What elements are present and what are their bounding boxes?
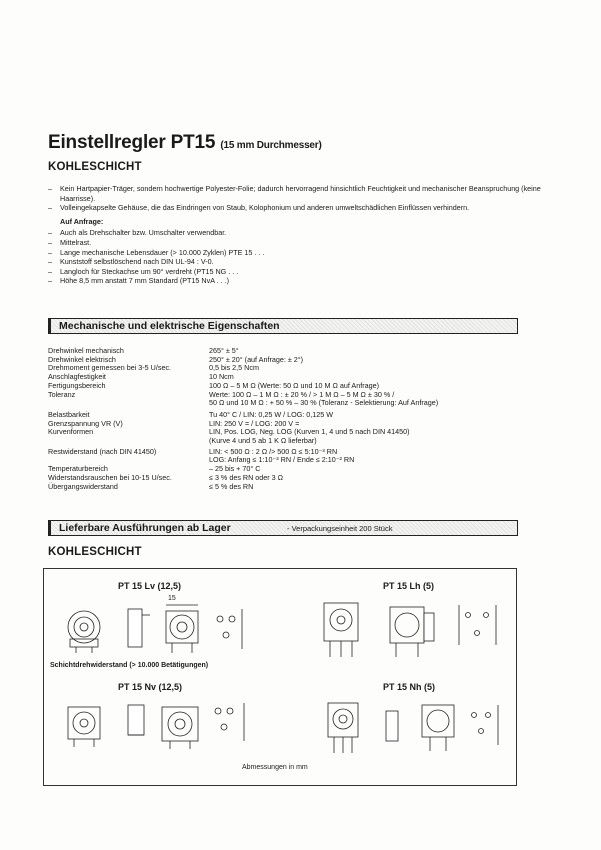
feature-item: – Volleingekapselte Gehäuse, die das Eindringen von Staub, Kolophonium und anderen umweltschädlichen Einflüssen verhindern.	[48, 203, 548, 213]
section-heading-2: KOHLESCHICHT	[48, 546, 142, 558]
drawing-pt15-lv	[62, 595, 262, 657]
spec-key: Kurvenformen	[48, 427, 94, 437]
spec-row	[48, 428, 558, 445]
spec-banner-title: Mechanische und elektrische Eigenschaften	[59, 320, 280, 332]
spec-value: LIN, Pos. LOG, Neg. LOG (Kurven 1, 4 und 5 nach DIN 41450) (Kurve 4 und 5 ab 1 K Ω lieferbar)	[209, 427, 410, 446]
spec-value: – 25 bis + 70° C	[209, 464, 261, 474]
spec-row	[48, 347, 558, 356]
spec-key: Anschlagfestigkeit	[48, 372, 106, 382]
spec-value: 0,5 bis 2,5 Ncm	[209, 363, 259, 373]
spec-key: Drehwinkel elektrisch	[48, 354, 116, 364]
stock-banner-title: Lieferbare Ausführungen ab Lager	[59, 522, 231, 534]
spec-key: Drehmoment gemessen bei 3-5 U/sec.	[48, 363, 172, 373]
request-item: – Kunststoff selbstlöschend nach DIN UL-94 : V-0.	[48, 257, 548, 267]
spec-row	[48, 364, 558, 373]
model-label-lh: PT 15 Lh (5)	[383, 581, 435, 591]
spec-row	[48, 483, 558, 492]
spec-row	[48, 474, 558, 483]
request-item: – Höhe 8,5 mm anstatt 7 mm Standard (PT15 NvA . . .)	[48, 276, 548, 286]
title-main: Einstellregler PT15	[48, 132, 216, 153]
spec-value: LIN: 250 V = / LOG: 200 V =	[209, 418, 300, 428]
spec-key: Temperaturbereich	[48, 464, 108, 474]
request-heading: Auf Anfrage:	[60, 216, 104, 226]
dimension-label: 15	[168, 595, 176, 602]
request-item: – Lange mechanische Lebensdauer (> 10.000 Zyklen) PTE 15 . . .	[48, 248, 548, 258]
feature-list	[48, 184, 548, 286]
title-suffix: (15 mm Durchmesser)	[220, 140, 322, 151]
spec-value: 250° ± 20° (auf Anfrage: ± 2°)	[209, 354, 304, 364]
spec-key: Grenzspannung VR (V)	[48, 418, 123, 428]
spec-banner	[48, 318, 518, 334]
model-label-nh: PT 15 Nh (5)	[383, 682, 436, 692]
figures-box	[43, 568, 517, 786]
spec-key: Restwiderstand (nach DIN 41450)	[48, 446, 157, 456]
drawing-pt15-nh	[316, 697, 512, 757]
drawing-pt15-lh	[316, 595, 512, 661]
page-title	[48, 132, 322, 154]
stock-banner	[48, 520, 518, 536]
drawing-pt15-nv	[62, 697, 262, 759]
section-heading: KOHLESCHICHT	[48, 161, 142, 173]
spec-key: Fertigungsbereich	[48, 380, 106, 390]
spec-key: Drehwinkel mechanisch	[48, 346, 124, 355]
spec-value: 100 Ω – 5 M Ω (Werte: 50 Ω und 10 M Ω auf Anfrage)	[209, 380, 379, 390]
spec-key: Widerstandsrauschen bei 10-15 U/sec.	[48, 472, 172, 482]
feature-item: – Kein Hartpapier-Träger, sondern hochwertige Polyester-Folie; dadurch hervorragend hinsichtlich Feuchtigkeit und mechanischer Beanspruchung (keine Haarrisse).	[48, 184, 548, 203]
spec-value: LIN: < 500 Ω : 2 Ω /> 500 Ω ≤ 5:10⁻³ RN LOG: Anfang ≤ 1:10⁻³ RN / Ende ≤ 2:10⁻² RN	[209, 446, 355, 465]
model-label-nv: PT 15 Nv (12,5)	[118, 682, 183, 692]
figure-caption: Schichtdrehwiderstand (> 10.000 Betätigungen)	[50, 662, 209, 669]
spec-key: Belastbarkeit	[48, 409, 90, 419]
spec-table	[48, 347, 558, 491]
model-label-lv: PT 15 Lv (12,5)	[118, 581, 182, 591]
stock-banner-note: - Verpackungseinheit 200 Stück	[287, 524, 393, 533]
spec-key: Toleranz	[48, 389, 76, 399]
spec-key: Übergangswiderstand	[48, 481, 118, 491]
spec-value: Werte: 100 Ω – 1 M Ω : ± 20 % / > 1 M Ω – 5 M Ω ± 30 % / 50 Ω und 10 M Ω : + 50 % – 30 % (Toleranz - Selektierung: Auf Anfrage)	[209, 389, 439, 408]
spec-value: 10 Ncm	[209, 372, 234, 382]
dimensions-note: Abmessungen in mm	[242, 764, 308, 771]
request-item: – Auch als Drehschalter bzw. Umschalter verwendbar.	[48, 228, 548, 238]
spec-row	[48, 391, 558, 408]
spec-row	[48, 448, 558, 465]
spec-value: ≤ 5 % des RN	[209, 481, 254, 491]
spec-value: 265° ± 5°	[209, 346, 239, 355]
request-item: – Mittelrast.	[48, 238, 548, 248]
spec-value: ≤ 3 % des RN oder 3 Ω	[209, 472, 284, 482]
request-item: – Langloch für Steckachse um 90° verdreht (PT15 NG . . .	[48, 267, 548, 277]
spec-row	[48, 411, 558, 420]
spec-value: Tu 40° C / LIN: 0,25 W / LOG: 0,125 W	[209, 409, 334, 419]
